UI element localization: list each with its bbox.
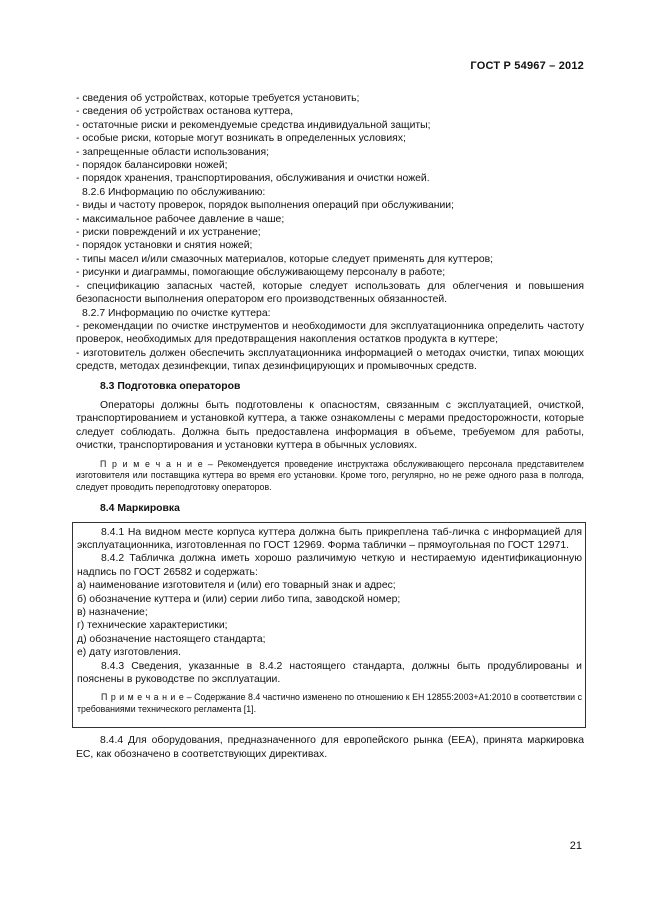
marking-item: д) обозначение настоящего стандарта; (77, 633, 266, 645)
marking-item: е) дату изготовления. (77, 647, 181, 659)
section-title-8-2-7: 8.2.7 Информацию по очистке куттера: (82, 307, 271, 319)
paragraph-8-4-4: 8.4.4 Для оборудования, предназначенного для европейского рынка (ЕЕА), принята маркировка ЕС, как обозначено в соответствующих директивах. (76, 735, 584, 760)
list-item-spare-parts: - спецификацию запасных частей, которые следует использовать для облегчения и повышения безопасности выполнения оператором его производственных обязанностей. (76, 280, 584, 306)
marking-item: г) технические характеристики; (77, 620, 228, 632)
list-item: - запрещенные области использования; (76, 146, 269, 158)
note-label: П р и м е ч а н и е (101, 692, 185, 703)
list-item: - максимальное рабочее давление в чаше; (76, 213, 285, 225)
section-heading-8-3: 8.3 Подготовка операторов (100, 380, 241, 392)
page-content (76, 92, 584, 761)
list-item: - сведения об устройствах, которые требуется установить; (76, 93, 360, 104)
page-number: 21 (569, 840, 582, 852)
note-text: – Содержание 8.4 частично изменено по отношению к ЕН 12855:2003+А1:2010 в соответствии с требованиями технического регламента [1]. (77, 692, 582, 715)
paragraph-8-4-3: 8.4.3 Сведения, указанные в 8.4.2 настоящего стандарта, должны быть продублированы и пояснены в руководстве по эксплуатации. (77, 660, 582, 686)
list-top (76, 92, 584, 186)
list-item: - рисунки и диаграммы, помогающие обслуживающему персоналу в работе; (76, 267, 446, 279)
list-item: - виды и частоту проверок, порядок выполнения операций при обслуживании; (76, 200, 454, 212)
standard-header: ГОСТ Р 54967 – 2012 (470, 60, 584, 72)
cleaning-item-2: - изготовитель должен обеспечить эксплуатационника информацией о методах очистки, типах моющих средств, методах дезинфекции, типах дезинфицирующих и промывочных средств. (76, 347, 584, 373)
list-item: - особые риски, которые могут возникать в определенных условиях; (76, 133, 406, 145)
section-heading-8-4: 8.4 Маркировка (100, 503, 180, 515)
section-8-2-6 (76, 186, 584, 307)
note-text: – Рекомендуется проведение инструктажа обслуживающего персонала представителем изготовителя или поставщика куттера во время его установки. Кроме того, регулярно, но не реже одного раза в полгода, следует проводить переподготовку операторов. (76, 458, 584, 492)
operators-paragraph: Операторы должны быть подготовлены к опасностям, связанным с эксплуатацией, очисткой, транспортированием и установкой куттера, а также ознакомлены с мерами предосторожности, которые следует соблюдать. Должна быть предоставлена информация в объеме, требуемом для работы, очистки, транспортирования и установки куттера в обычных условиях. (76, 399, 584, 452)
marking-item: а) наименование изготовителя и (или) его товарный знак и адрес; (77, 580, 396, 592)
cleaning-item-1: - рекомендации по очистке инструментов и необходимости для эксплуатационника определить частоту проверок, необходимых для предотвращения накопления остатков продукта в куттере; (76, 320, 584, 346)
note-8-3 (76, 459, 584, 494)
section-8-2-7 (76, 307, 584, 374)
marking-box (72, 522, 586, 729)
list-item: - порядок хранения, транспортирования, обслуживания и очистки ножей. (76, 173, 430, 185)
note-8-4 (77, 692, 582, 715)
list-item: - типы масел и/или смазочных материалов, которые следует применять для куттеров; (76, 253, 494, 265)
paragraph-8-4-1: 8.4.1 На видном месте корпуса куттера должна быть прикреплена таб-личка с информацией для эксплуатационника, изготовленная по ГОСТ 12969. Форма таблички – прямоугольная по ГОСТ 12971. (77, 526, 582, 551)
list-item: - сведения об устройствах останова куттера, (76, 106, 294, 118)
section-title-8-2-6: 8.2.6 Информацию по обслуживанию: (82, 186, 266, 198)
paragraph-8-4-2: 8.4.2 Табличка должна иметь хорошо различимую четкую и нестираемую идентификационную надпись по ГОСТ 26582 и содержать: (77, 553, 582, 578)
list-item: - порядок установки и снятия ножей; (76, 240, 253, 252)
marking-item: в) назначение; (77, 606, 148, 618)
list-item: - остаточные риски и рекомендуемые средства индивидуальной защиты; (76, 119, 431, 131)
list-item: - порядок балансировки ножей; (76, 160, 228, 172)
note-label: П р и м е ч а н и е (100, 458, 204, 469)
marking-item: б) обозначение куттера и (или) серии либо типа, заводской номер; (77, 593, 401, 605)
list-item: - риски повреждений и их устранение; (76, 227, 261, 239)
